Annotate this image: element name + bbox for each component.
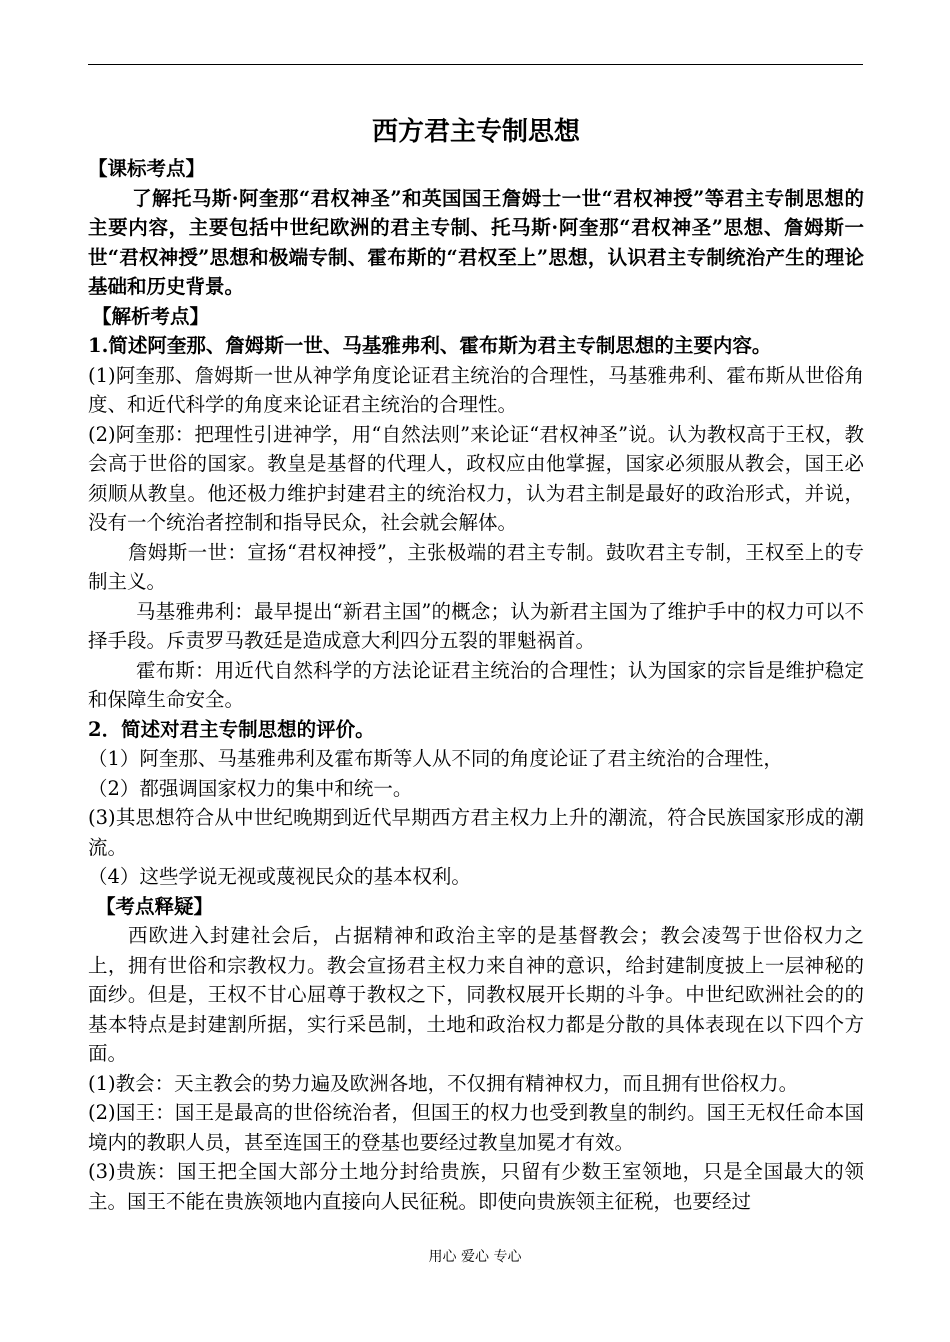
analysis-paragraph: 霍布斯：用近代自然科学的方法论证君主统治的合理性；认为国家的宗旨是维护稳定和保障生命安全。: [88, 658, 864, 711]
analysis-paragraph: 詹姆斯一世：宣扬“君权神授”，主张极端的君主专制。鼓吹君主专制，王权至上的专制主义。: [88, 540, 864, 593]
analysis-paragraph: (2)阿奎那：把理性引进神学，用“自然法则”来论证“君权神圣”说。认为教权高于王权，教会高于世俗的国家。教皇是基督的代理人，政权应由他掌握，国家必须服从教会，国王必须顺从教皇。他还极力维护封建君主的统治权力，认为君主制是最好的政治形式，并说，没有一个统治者控制和指导民众，社会就会解体。: [88, 422, 864, 534]
evaluation-item: （4）这些学说无视或蔑视民众的基本权利。: [88, 865, 471, 888]
question-2: 2．简述对君主专制思想的评价。: [88, 717, 375, 741]
analysis-paragraph: (1)阿奎那、詹姆斯一世从神学角度论证君主统治的合理性，马基雅弗利、霍布斯从世俗角度、和近代科学的角度来论证君主统治的合理性。: [88, 363, 864, 416]
explanation-item: (3)贵族：国王把全国大部分土地分封给贵族，只留有少数王室领地，只是全国最大的领主。国王不能在贵族领地内直接向人民征税。即使向贵族领主征税，也要经过: [88, 1160, 864, 1213]
page-title: 西方君主专制思想: [371, 117, 580, 147]
section-heading-analysis: 【解析考点】: [92, 304, 210, 328]
explanation-item: (1)教会：天主教会的势力遍及欧洲各地，不仅拥有精神权力，而且拥有世俗权力。: [88, 1071, 799, 1095]
section-heading-explanation: 【考点释疑】: [96, 894, 214, 918]
evaluation-item: （2）都强调国家权力的集中和统一。: [88, 776, 413, 800]
document-body: [88, 112, 864, 1216]
evaluation-item: (3)其思想符合从中世纪晚期到近代早期西方君主权力上升的潮流，符合民族国家形成的潮流。: [88, 806, 864, 859]
page-footer: 用心 爱心 专心: [428, 1249, 522, 1265]
question-1: 1.简述阿奎那、詹姆斯一世、马基雅弗利、霍布斯为君主专制思想的主要内容。: [88, 334, 772, 357]
explanation-intro: 西欧进入封建社会后，占据精神和政治主宰的是基督教会；教会凌驾于世俗权力之上，拥有世俗和宗教权力。教会宣扬君主权力来自神的意识，给封建制度披上一层神秘的面纱。但是，王权不甘心屈尊于教权之下，同教权展开长期的斗争。中世纪欧洲社会的的基本特点是封建割所据，实行采邑制，土地和政治权力都是分散的具体表现在以下四个方面。: [88, 924, 864, 1065]
header-rule: [88, 64, 863, 65]
explanation-item: (2)国王：国王是最高的世俗统治者，但国王的权力也受到教皇的制约。国王无权任命本国境内的教职人员，甚至连国王的登基也要经过教皇加冕才有效。: [88, 1101, 864, 1154]
curriculum-text: 了解托马斯·阿奎那“君权神圣”和英国国王詹姆士一世“君权神授”等君主专制思想的主要内容，主要包括中世纪欧洲的君主专制、托马斯·阿奎那“君权神圣”思想、詹姆斯一世“君权神授”思想和极端专制、霍布斯的“君权至上”思想，认识君主专制统治产生的理论基础和历史背景。: [88, 186, 864, 298]
evaluation-item: （1）阿奎那、马基雅弗利及霍布斯等人从不同的角度论证了君主统治的合理性，: [88, 747, 783, 770]
section-heading-curriculum: 【课标考点】: [88, 157, 206, 180]
analysis-paragraph: 马基雅弗利：最早提出“新君主国”的概念；认为新君主国为了维护手中的权力可以不择手段。斥责罗马教廷是造成意大利四分五裂的罪魁祸首。: [88, 599, 864, 652]
